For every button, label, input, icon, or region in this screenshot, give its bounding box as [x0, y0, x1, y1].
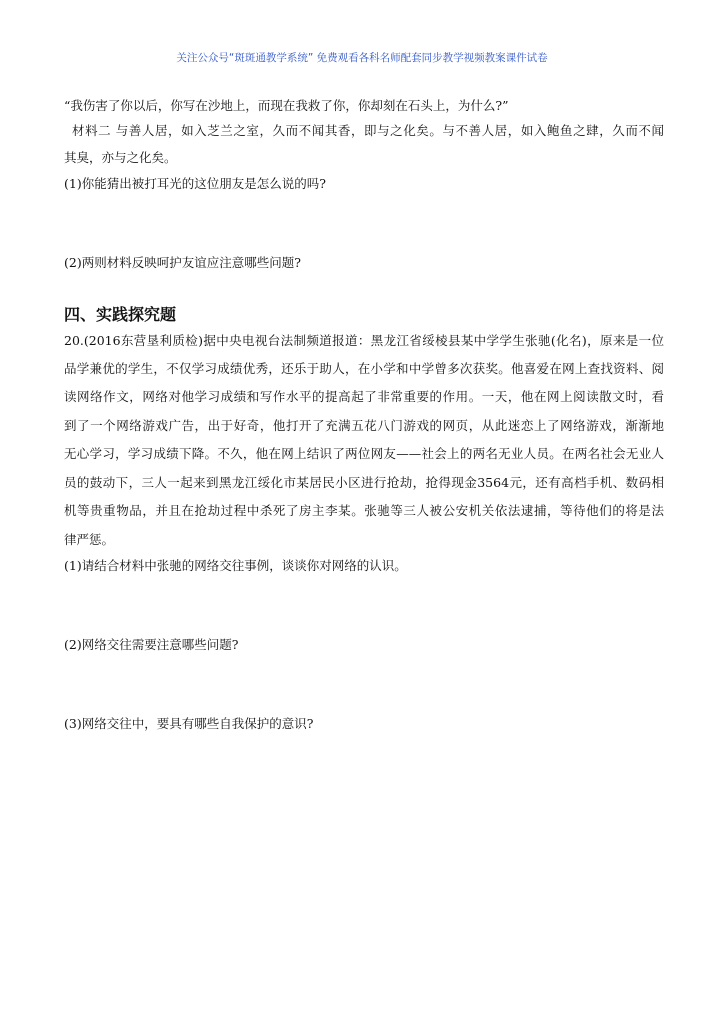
- practice-question-3: (3)网络交往中，要具有哪些自我保护的意识?: [64, 716, 314, 731]
- practice-question-2: (2)网络交往需要注意哪些问题?: [64, 637, 239, 652]
- section-title: 四、实践探究题: [64, 305, 177, 324]
- material2-line-1: 材料二 与善人居，如入芝兰之室，久而不闻其香，即与之化矣。与不善人居，如入鲍鱼之肆，久而不闻: [72, 123, 664, 138]
- passage-line-8: 律严惩。: [64, 532, 115, 547]
- quote-line: “我伤害了你以后，你写在沙地上，而现在我救了你，你却刻在石头上，为什么?”: [64, 98, 509, 113]
- passage-line-7: 机等贵重物品，并且在抢劫过程中杀死了房主李某。张驰等三人被公安机关依法逮捕，等待他们的将是法: [64, 503, 664, 518]
- practice-question-1: (1)请结合材料中张驰的网络交往事例，谈谈你对网络的认识。: [64, 558, 407, 573]
- question-1: (1)你能猜出被打耳光的这位朋友是怎么说的吗?: [64, 176, 326, 191]
- material2-line-2: 其臭，亦与之化矣。: [64, 150, 177, 165]
- question-2: (2)两则材料反映呵护友谊应注意哪些问题?: [64, 255, 301, 270]
- page-header-banner: 关注公众号“斑斑通教学系统” 免费观看各科名师配套同步教学视频教案课件试卷: [176, 52, 548, 64]
- passage-line-1: 20.(2016东营垦利质检)据中央电视台法制频道报道：黑龙江省绥棱县某中学学生张驰(化名)，原来是一位: [64, 333, 664, 348]
- passage-line-2: 品学兼优的学生，不仅学习成绩优秀，还乐于助人，在小学和中学曾多次获奖。他喜爱在网上查找资料、阅: [64, 361, 664, 376]
- passage-line-3: 读网络作文，网络对他学习成绩和写作水平的提高起了非常重要的作用。一天，他在网上阅读散文时，看: [64, 389, 664, 404]
- passage-line-6: 员的鼓动下，三人一起来到黑龙江绥化市某居民小区进行抢劫，抢得现金3564元，还有高档手机、数码相: [64, 475, 664, 490]
- passage-line-4: 到了一个网络游戏广告，出于好奇，他打开了充满五花八门游戏的网页，从此迷恋上了网络游戏，渐渐地: [64, 418, 664, 433]
- passage-line-5: 无心学习，学习成绩下降。不久，他在网上结识了两位网友——社会上的两名无业人员。在两名社会无业人: [64, 446, 664, 461]
